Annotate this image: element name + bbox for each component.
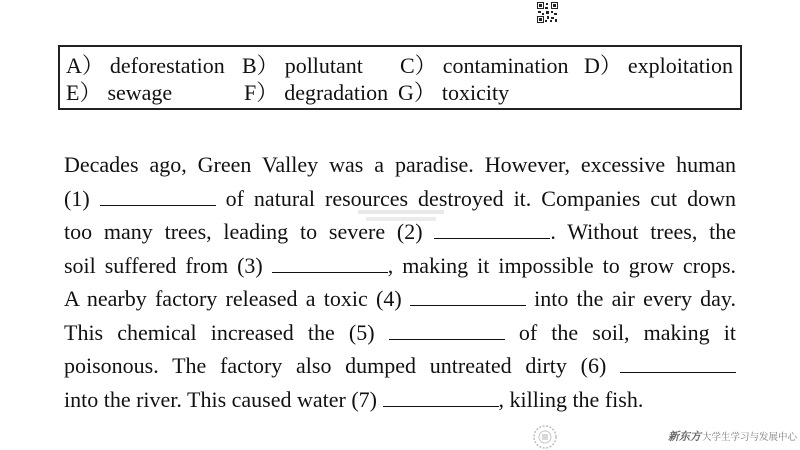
passage-text: This chemical increased the (5) (64, 319, 375, 345)
passage-line (64, 148, 736, 182)
passage-text: of natural resources destroyed it. Companies cut down (225, 185, 736, 211)
passage-text: Decades ago, Green Valley was a paradise. However, excessive human (64, 152, 736, 177)
passage-text: , making it impossible to grow crops. (387, 252, 737, 278)
passage-line (64, 282, 736, 316)
option-b (242, 53, 363, 79)
option-word: degradation (284, 80, 389, 105)
option-word: toxicity (441, 80, 510, 105)
blank-1[interactable] (100, 185, 216, 206)
option-word: pollutant (284, 53, 363, 78)
blank-7[interactable] (383, 386, 499, 407)
passage-text: into the air every day. (534, 286, 737, 311)
passage-text: poisonous. The factory also dumped untreated dirty (6) (64, 353, 607, 378)
passage-line (64, 383, 736, 417)
blank-6[interactable] (620, 352, 736, 373)
blank-4[interactable] (410, 285, 526, 306)
blank-2[interactable] (434, 218, 550, 239)
watermark-graphic (358, 208, 444, 224)
passage-text: into the river. This caused water (7) (64, 386, 377, 412)
option-e (66, 80, 172, 106)
word-bank-box (58, 45, 742, 110)
blank-3[interactable] (272, 252, 388, 273)
option-a (66, 53, 225, 79)
cloze-passage (64, 148, 736, 416)
option-letter: B） (242, 53, 279, 78)
option-f (244, 80, 388, 106)
option-g (398, 80, 509, 106)
footer-logo: 新东方 (668, 431, 701, 443)
blank-5[interactable] (389, 319, 505, 340)
option-letter: C） (400, 53, 437, 78)
option-letter: E） (66, 80, 102, 105)
option-letter: D） (584, 53, 622, 78)
qr-code-icon (537, 2, 558, 23)
passage-text: too many trees, leading to severe (2) (64, 219, 423, 244)
passage-text: soil suffered from (3) (64, 252, 263, 278)
seal-icon (532, 424, 558, 450)
option-d (584, 53, 733, 79)
option-word: contamination (442, 53, 569, 78)
option-word: exploitation (627, 53, 733, 78)
passage-line (64, 249, 736, 283)
passage-text: of the soil, making it (518, 319, 737, 345)
option-c (400, 53, 569, 79)
passage-text: (1) (64, 185, 90, 211)
passage-line (64, 349, 736, 383)
passage-text: A nearby factory released a toxic (4) (64, 286, 402, 311)
footer-text: 大学生学习与发展中心 (702, 432, 798, 443)
passage-text: , killing the fish. (498, 386, 644, 412)
passage-text: . Without trees, the (550, 219, 737, 244)
option-letter: G） (398, 80, 436, 105)
option-word: deforestation (109, 53, 225, 78)
passage-line (64, 316, 736, 350)
option-word: sewage (107, 80, 173, 105)
option-letter: A） (66, 53, 104, 78)
option-letter: F） (244, 80, 279, 105)
